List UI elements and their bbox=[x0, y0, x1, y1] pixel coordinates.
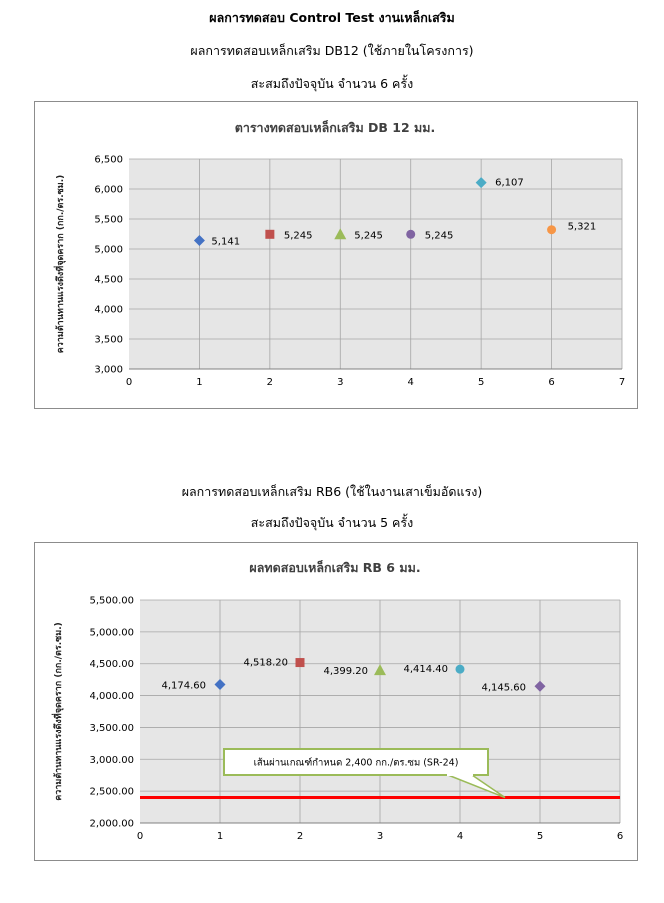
report-title: ผลการทดสอบ Control Test งานเหล็กเสริม bbox=[209, 10, 455, 25]
y-tick-label: 5,000.00 bbox=[89, 627, 134, 639]
plot-area bbox=[129, 159, 622, 369]
x-tick-label: 3 bbox=[376, 831, 384, 842]
x-tick-label: 4 bbox=[456, 831, 464, 842]
x-tick-label: 1 bbox=[196, 377, 203, 388]
data-point-marker bbox=[406, 230, 415, 239]
db12-subtitle: ผลการทดสอบเหล็กเสริม DB12 (ใช้ภายในโครงการ) bbox=[190, 43, 474, 58]
data-point-marker bbox=[456, 665, 465, 674]
data-label: 4,414.40 bbox=[403, 664, 448, 676]
data-label: 5,245 bbox=[424, 230, 454, 242]
y-tick-label: 3,000 bbox=[94, 364, 123, 376]
chart-title: ผลทดสอบเหล็กเสริม RB 6 มม. bbox=[249, 560, 421, 575]
y-tick-label: 4,000 bbox=[94, 304, 123, 316]
rb6-count: สะสมถึงปัจจุบัน จำนวน 5 ครั้ง bbox=[250, 515, 414, 530]
data-label: 4,145.60 bbox=[481, 682, 526, 694]
x-tick-label: 2 bbox=[296, 831, 304, 842]
y-tick-label: 3,500.00 bbox=[89, 722, 134, 734]
y-tick-label: 4,500.00 bbox=[89, 659, 134, 671]
data-label: 5,321 bbox=[567, 221, 597, 233]
callout-joint bbox=[447, 773, 473, 776]
rb6-subtitle: ผลการทดสอบเหล็กเสริม RB6 (ใช้ในงานเสาเข็มอัดแรง) bbox=[181, 484, 483, 499]
db12-chart bbox=[34, 101, 638, 409]
rb6-chart-svg bbox=[35, 543, 637, 860]
x-tick-label: 1 bbox=[216, 831, 224, 842]
data-label: 5,245 bbox=[283, 230, 313, 242]
y-tick-label: 5,500.00 bbox=[89, 595, 134, 607]
x-tick-label: 5 bbox=[477, 377, 485, 388]
x-tick-label: 6 bbox=[616, 831, 624, 842]
data-label: 4,399.20 bbox=[323, 666, 368, 678]
x-tick-label: 3 bbox=[337, 377, 344, 388]
x-tick-label: 5 bbox=[536, 831, 544, 842]
rb6-chart bbox=[34, 542, 638, 861]
x-tick-label: 0 bbox=[125, 377, 133, 388]
data-point-marker bbox=[296, 658, 305, 667]
chart-title: ตารางทดสอบเหล็กเสริม DB 12 มม. bbox=[234, 120, 436, 135]
y-tick-label: 2,000.00 bbox=[89, 818, 134, 830]
x-tick-label: 6 bbox=[548, 377, 555, 388]
y-tick-label: 6,000 bbox=[94, 184, 123, 196]
y-tick-label: 6,500 bbox=[94, 154, 123, 166]
data-label: 5,141 bbox=[211, 236, 241, 248]
db12-count: สะสมถึงปัจจุบัน จำนวน 6 ครั้ง bbox=[250, 76, 414, 91]
y-tick-label: 4,000.00 bbox=[89, 691, 134, 703]
y-axis-label: ความต้านทานแรงดึงที่จุดคราก (กก./ตร.ซม.) bbox=[54, 622, 64, 801]
data-point-marker bbox=[547, 225, 556, 234]
y-axis-label: ความต้านทานแรงดึงที่จุดคราก (กก./ตร.ซม.) bbox=[56, 174, 66, 354]
data-label: 4,174.60 bbox=[161, 680, 206, 692]
y-tick-label: 3,500 bbox=[94, 334, 123, 346]
data-label: 5,245 bbox=[354, 230, 383, 242]
x-tick-label: 2 bbox=[266, 377, 274, 388]
y-tick-label: 5,000 bbox=[94, 244, 123, 256]
db12-chart-svg bbox=[35, 102, 637, 408]
y-tick-label: 4,500 bbox=[94, 274, 123, 286]
y-tick-label: 5,500 bbox=[94, 214, 123, 226]
data-point-marker bbox=[265, 230, 274, 239]
x-tick-label: 0 bbox=[136, 831, 144, 842]
x-tick-label: 7 bbox=[618, 377, 626, 388]
y-tick-label: 3,000.00 bbox=[89, 754, 134, 766]
callout-text: เส้นผ่านเกณฑ์กำหนด 2,400 กก./ตร.ซม (SR-24) bbox=[253, 757, 459, 769]
x-tick-label: 4 bbox=[407, 377, 414, 388]
y-tick-label: 2,500.00 bbox=[89, 786, 134, 798]
data-label: 6,107 bbox=[495, 177, 524, 189]
data-label: 4,518.20 bbox=[243, 657, 288, 669]
